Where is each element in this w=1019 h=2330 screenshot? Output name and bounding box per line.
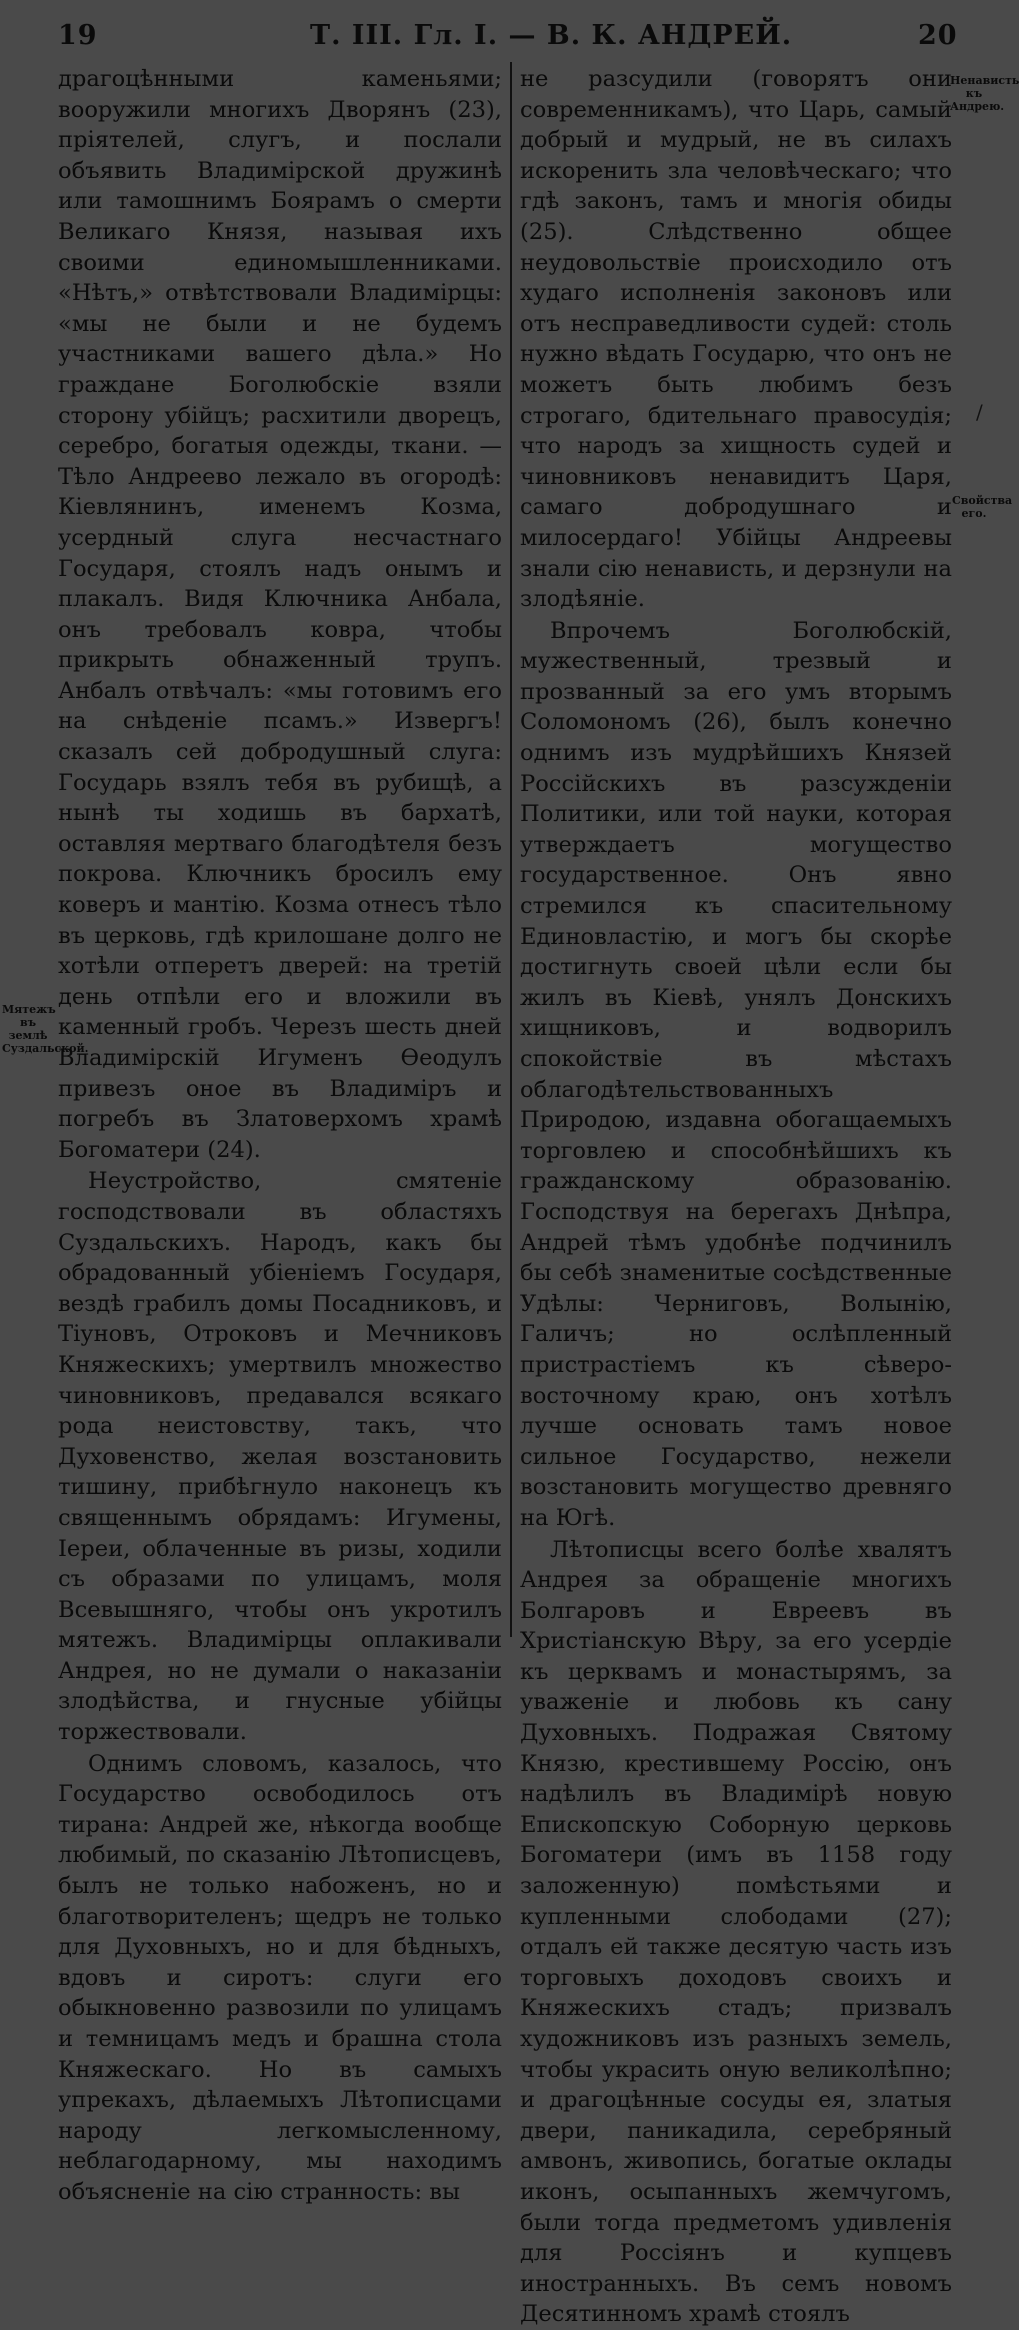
paragraph: Впрочемъ Боголюбскій, мужественный, трезвый и прозванный за его умъ вторымъ Соломономъ (26), былъ конечно однимъ изъ мудрѣйшихъ Князей Россійскихъ въ разсужденіи Политики, или той науки, которая утверждаетъ могущество государственное. Онъ явно стремился къ спасительному Единовластію, и могъ бы скорѣе достигнуть своей цѣли если бы жилъ въ Кіевѣ, унялъ Донскихъ хищниковъ, и водворилъ спокойствіе въ мѣстахъ облагодѣтельствованныхъ Природою, издавна обогащаемыхъ торговлею и способнѣйшихъ къ гражданскому образованію. Господствуя на берегахъ Днѣпра, Андрей тѣмъ удобнѣе подчинилъ бы себѣ знаменитые сосѣдственные Удѣлы: Черниговъ, Волынію, Галичъ; но ослѣпленный пристрастіемъ къ сѣверо-восточному краю, онъ хотѣлъ лучше основать тамъ новое сильное Государство, нежели возстановить могущество древняго на Югѣ. [520,617,952,1531]
margin-note: Свойства его. [952,494,1013,520]
paragraph: не разсудили (говорятъ они современникамъ), что Царь, самый добрый и мудрый, не въ силахъ искоренить зла человѣческаго; что гдѣ законъ, тамъ и многія обиды (25). Слѣдственно общее неудовольствіе происходило отъ худаго исполненія законовъ или отъ несправедливости судей: столь нужно вѣдать Государю, что онъ не можетъ быть любимъ безъ строгаго, бдительнаго правосудія; что народъ за хищность судей и чиновниковъ ненавидитъ Царя, самаго добродушнаго и милосердаго! Убійцы Андреевы знали сію ненависть, и дерзнули на злодѣяніе. [520,66,952,613]
page-number-left: 19 [58,20,98,51]
column-divider [510,62,512,1637]
running-header [0,14,1000,58]
stray-pen-mark: / [976,400,983,424]
paragraph: Неустройство, смятеніе господствовали въ областяхъ Суздальскихъ. Народъ, какъ бы обрадованный убіеніемъ Государя, вездѣ грабилъ домы Посадниковъ, и Тіуновъ, Отроковъ и Мечниковъ Княжескихъ; умертвилъ множество чиновниковъ, предавался всякаго рода неистовству, такъ, что Духовенство, желая возстановить тишину, прибѣгнуло наконецъ къ священнымъ обрядамъ: Игумены, Іереи, облаченные въ ризы, ходили съ образами по улицамъ, моля Всевышняго, чтобы онъ укротилъ мятежъ. Владимірцы оплакивали Андрея, но не думали о наказаніи злодѣйства, и гнусные убійцы торжествовали. [58,1168,502,1746]
paragraph: Лѣтописцы всего болѣе хвалятъ Андрея за обращеніе многихъ Болгаровъ и Евреевъ въ Христіанскую Вѣру, за его усердіе къ церквамъ и монастырямъ, за уваженіе и любовь къ сану Духовныхъ. Подражая Святому Князю, крестившему Россію, онъ надѣлилъ въ Владимірѣ новую Епископскую Соборную церковь Богоматери (имъ въ 1158 году заложенную) помѣстьями и купленными слободами (27); отдалъ ей также десятую часть изъ торговыхъ доходовъ своихъ и Княжескихъ стадъ; призвалъ художниковъ изъ разныхъ земель, чтобы украсить оную великолѣпно; и драгоцѣнные сосуды ея, златыя двери, паникадила, серебряный амвонъ, живопись, богатые оклады иконъ, осыпанныхъ жемчугомъ, были тогда предметомъ удивленія для Россіянъ и купцевъ иностранныхъ. Въ семъ новомъ Десятинномъ храмѣ стоялъ [520,1536,952,2328]
margin-note: Мятежъ въ землѣ Суздальской. [2,1003,89,1055]
paragraph: драгоцѣнными каменьями; вооружили многихъ Дворянъ (23), пріятелей, слугъ, и послали объявить Владимірской дружинѣ или тамошнимъ Боярамъ о смерти Великаго Князя, называя ихъ своими единомышленниками. «Нѣтъ,» отвѣтствовали Владимірцы: «мы не были и не будемъ участниками вашего дѣла.» Но граждане Боголюбскіе взяли сторону убійцъ; расхитили дворецъ, серебро, богатыя одежды, ткани. — Тѣло Андреево лежало въ огородѣ: Кіевлянинъ, именемъ Козма, усердный слуга несчастнаго Государя, стоялъ надъ онымъ и плакалъ. Видя Ключника Анбала, онъ требовалъ ковра, чтобы прикрыть обнаженный трупъ. Анбалъ отвѣчалъ: «мы готовимъ его на снѣденіе псамъ.» Извергъ! сказалъ сей добродушный слуга: Государь взялъ тебя въ рубищѣ, а нынѣ ты ходишь въ бархатѣ, оставляя мертваго благодѣтеля безъ покрова. Ключникъ бросилъ ему коверъ и мантію. Козма отнесъ тѣло въ церковь, гдѣ крилошане долго не хотѣли отперетъ дверей: на третій день отпѣли его и вложили въ каменный гробъ. Черезъ шесть дней Владимірскій Игуменъ Ѳеодулъ привезъ оное въ Владиміръ и погребъ въ Златоверхомъ храмѣ Богоматери (24). [58,66,502,1163]
page-number-right: 20 [918,20,958,51]
paragraph: Однимъ словомъ, казалось, что Государство освободилось отъ тирана: Андрей же, нѣкогда вообще любимый, по сказанію Лѣтописцевъ, былъ не только набоженъ, но и благотворителенъ; щедръ не только для Духовныхъ, но и для бѣдныхъ, вдовъ и сиротъ: слуги его обыкновенно развозили по улицамъ и темницамъ медъ и брашна стола Княжескаго. Но въ самыхъ упрекахъ, дѣлаемыхъ Лѣтописцами народу легкомысленному, неблагодарному, мы находимъ объясненіе на сію странность: вы [58,1750,502,2205]
left-column [58,64,502,2208]
running-title: Т. III. Гл. I. — В. К. АНДРЕЙ. [310,20,793,51]
right-column [520,64,952,2330]
margin-note: Ненависть къ Андрею. [950,74,1019,113]
